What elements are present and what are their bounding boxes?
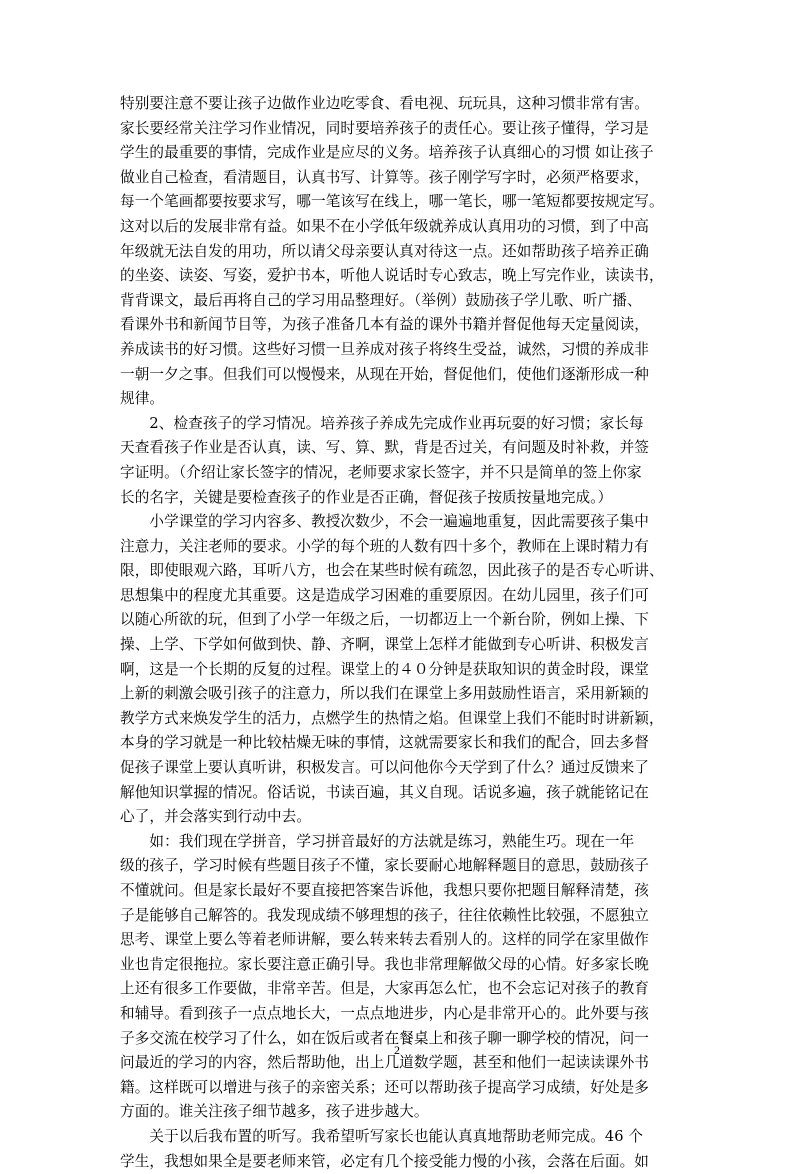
text-line: 啊，这是一个长期的反复的过程。课堂上的４０分钟是获取知识的黄金时段，课堂 xyxy=(120,660,649,678)
text-line: 子是能够自己解答的。我发现成绩不够理想的孩子，往往依赖性比较强，不愿独立 xyxy=(120,906,649,924)
text-line: 不懂就问。但是家长最好不要直接把答案告诉他，我想只要你把题目解释清楚，孩 xyxy=(120,882,649,899)
text-line: 级的孩子，学习时候有些题目孩子不懂，家长要耐心地解释题目的意思，鼓励孩子 xyxy=(120,857,649,875)
text-line: 年级就无法自发的用功，所以请父母亲要认真对待这一点。还如帮助孩子培养正确 xyxy=(120,242,649,260)
text-line: 和辅导。看到孩子一点点地长大，一点点地进步，内心是非常开心的。此外要与孩 xyxy=(120,1004,649,1022)
text-line: 籍。这样既可以增进与孩子的亲密关系；还可以帮助孩子提高学习成绩，好处是多 xyxy=(120,1078,649,1096)
text-line: 心了，并会落实到行动中去。 xyxy=(120,808,312,826)
text-line: 学生，我想如果全是要老师来管，必定有几个接受能力慢的小孩，会落在后面。如 xyxy=(120,1152,649,1170)
text-line: 养成读书的好习惯。这些好习惯一旦养成对孩子将终生受益，诚然，习惯的养成非 xyxy=(120,340,649,358)
text-line: 的坐姿、读姿、写姿，爱护书本，听他人说话时专心致志，晚上写完作业，读读书， xyxy=(120,267,664,285)
text-line: 规律。 xyxy=(120,390,165,408)
text-line: 思想集中的程度尤其重要。这是造成学习困难的重要原因。在幼儿园里，孩子们可 xyxy=(120,586,649,604)
text-line: 思考、课堂上要么等着老师讲解，要么转来转去看别人的。这样的同学在家里做作 xyxy=(120,931,649,949)
text-line: 学生的最重要的事情，完成作业是应尽的义务。培养孩子认真细心的习惯 如让孩子 xyxy=(120,144,654,162)
text-line: 每一个笔画都要按要求写，哪一笔该写在线上，哪一笔长，哪一笔短都要按规定写。 xyxy=(120,193,664,211)
text-line: 操、上学、下学如何做到快、静、齐啊，课堂上怎样才能做到专心听讲、积极发言 xyxy=(120,636,649,654)
text-line: 促孩子课堂上要认真听讲，积极发言。可以问他你今天学到了什么？通过反馈来了 xyxy=(120,759,649,777)
text-line: 问最近的学习的内容，然后帮助他，出上几道数学题，甚至和他们一起读读课外书 xyxy=(120,1054,649,1072)
text-line: 关于以后我布置的听写。我希望听写家长也能认真真地帮助老师完成。46 个 xyxy=(120,1127,644,1145)
text-line: 解他知识掌握的情况。俗话说，书读百遍，其义自现。话说多遍，孩子就能铭记在 xyxy=(120,783,649,801)
text-line: 天查看孩子作业是否认真，读、写、算、默，背是否过关，有问题及时补救，并签 xyxy=(120,439,649,457)
text-line: 背背课文，最后再将自己的学习用品整理好。（举例）鼓励孩子学儿歌、听广播、 xyxy=(120,291,642,309)
text-line: 教学方式来焕发学生的活力，点燃学生的热情之焰。但课堂上我们不能时时讲新颖， xyxy=(120,709,664,727)
text-line: 长的名字，关键是要检查孩子的作业是否正确，督促孩子按质按量地完成。） xyxy=(120,488,613,506)
text-line: 字证明。（介绍让家长签字的情况，老师要求家长签字，并不只是简单的签上你家 xyxy=(120,463,642,481)
text-line: 上新的刺激会吸引孩子的注意力，所以我们在课堂上多用鼓励性语言，采用新颖的 xyxy=(120,685,649,703)
text-line: 限，即使眼观六路，耳听八方，也会在某些时候有疏忽，因此孩子的是否专心听讲、 xyxy=(120,562,664,580)
text-line: 小学课堂的学习内容多、教授次数少，不会一遍遍地重复，因此需要孩子集中 xyxy=(120,513,649,531)
text-line: 这对以后的发展非常有益。如果不在小学低年级就养成认真用功的习惯，到了中高 xyxy=(120,217,649,235)
text-line: 以随心所欲的玩，但到了小学一年级之后，一切都迈上一个新台阶，例如上操、下 xyxy=(120,611,649,629)
text-line: 方面的。谁关注孩子细节越多，孩子进步越大。 xyxy=(120,1103,429,1121)
text-line: 注意力，关注老师的要求。小学的每个班的人数有四十多个，教师在上课时精力有 xyxy=(120,537,649,555)
text-line: 一朝一夕之事。但我们可以慢慢来，从现在开始，督促他们，使他们逐渐形成一种 xyxy=(120,365,649,383)
text-line: 业也肯定很拖拉。家长要注意正确引导。我也非常理解做父母的心情。好多家长晚 xyxy=(120,955,649,973)
page-number: 2 xyxy=(394,1043,400,1057)
text-line: 家长要经常关注学习作业情况，同时要培养孩子的责任心。要让孩子懂得，学习是 xyxy=(120,119,649,137)
text-line: 2、检查孩子的学习情况。培养孩子养成先完成作业再玩耍的好习惯；家长每 xyxy=(120,414,644,432)
text-line: 特别要注意不要让孩子边做作业边吃零食、看电视、玩玩具，这种习惯非常有害。 xyxy=(120,95,649,112)
text-line: 上还有很多工作要做，非常辛苦。但是，大家再怎么忙，也不会忘记对孩子的教育 xyxy=(120,980,649,998)
text-line: 如：我们现在学拼音，学习拼音最好的方法就是练习，熟能生巧。现在一年 xyxy=(120,832,635,850)
text-line: 做业自己检查，看清题目，认真书写、计算等。孩子刚学写字时，必须严格要求， xyxy=(120,168,649,186)
text-line: 看课外书和新闻节目等，为孩子准备几本有益的课外书籍并督促他每天定量阅读， xyxy=(120,316,649,334)
text-line: 本身的学习就是一种比较枯燥无味的事情，这就需要家长和我们的配合，回去多督 xyxy=(120,734,649,752)
text-line: 子多交流在校学习了什么，如在饭后或者在餐桌上和孩子聊一聊学校的情况，问一 xyxy=(120,1029,649,1047)
body-text xyxy=(120,92,676,1174)
